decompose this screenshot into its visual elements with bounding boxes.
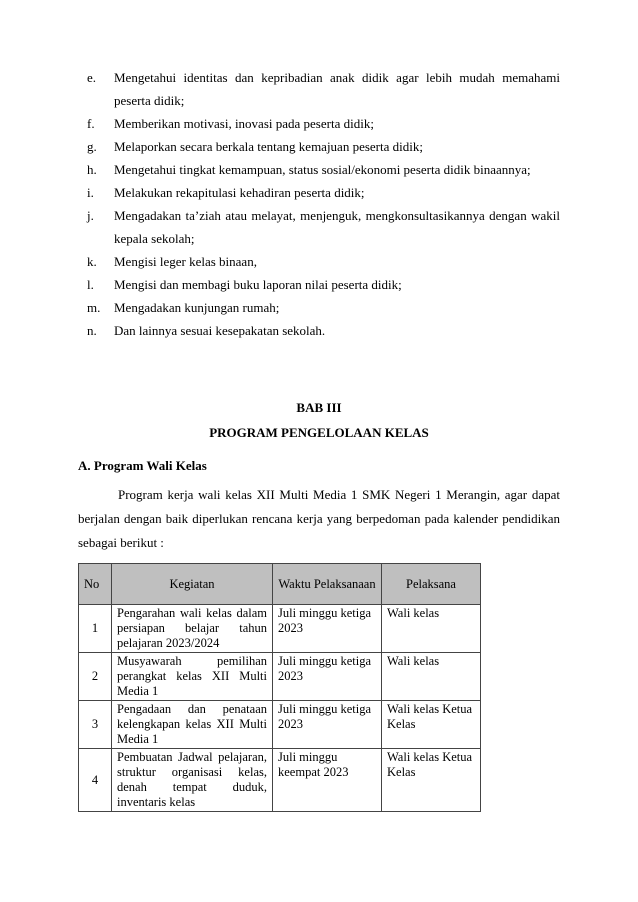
cell-no: 3 bbox=[79, 701, 112, 749]
list-item-text: Dan lainnya sesuai kesepakatan sekolah. bbox=[114, 323, 326, 338]
table-row bbox=[79, 653, 481, 701]
list-item: g. Melaporkan secara berkala tentang kemajuan peserta didik; bbox=[87, 139, 423, 154]
chapter-title: PROGRAM PENGELOLAAN KELAS bbox=[209, 425, 429, 440]
list-item: e. Mengetahui identitas dan kepribadian anak didik agar lebih mudah memahami peserta didik; bbox=[87, 70, 560, 108]
list-item: k. Mengisi leger kelas binaan, bbox=[87, 254, 257, 269]
cell-kegiatan: Pembuatan Jadwal pelajaran, struktur organisasi kelas, denah tempat duduk, inventaris kelas bbox=[112, 749, 273, 812]
list-item: i. Melakukan rekapitulasi kehadiran peserta didik; bbox=[87, 185, 365, 200]
table-row bbox=[79, 701, 481, 749]
list-item-text: Mengetahui tingkat kemampuan, status sosial/ekonomi peserta didik binaannya; bbox=[114, 162, 531, 177]
chapter-number: BAB III bbox=[296, 400, 342, 415]
cell-no: 4 bbox=[79, 749, 112, 812]
list-item: l. Mengisi dan membagi buku laporan nilai peserta didik; bbox=[87, 277, 402, 292]
list-item: n. Dan lainnya sesuai kesepakatan sekolah. bbox=[87, 323, 326, 338]
list-item: f. Memberikan motivasi, inovasi pada peserta didik; bbox=[87, 116, 374, 131]
cell-pelaksana: Wali kelas bbox=[382, 605, 481, 653]
cell-pelaksana: Wali kelas Ketua Kelas bbox=[382, 749, 481, 812]
table-header-row bbox=[79, 564, 481, 605]
header-kegiatan: Kegiatan bbox=[112, 564, 273, 605]
cell-no: 2 bbox=[79, 653, 112, 701]
list-item-text: Melaporkan secara berkala tentang kemajuan peserta didik; bbox=[114, 139, 423, 154]
cell-kegiatan: Pengadaan dan penataan kelengkapan kelas XII Multi Media 1 bbox=[112, 701, 273, 749]
cell-pelaksana: Wali kelas Ketua Kelas bbox=[382, 701, 481, 749]
table-row bbox=[79, 605, 481, 653]
list-item-text: Mengetahui identitas dan kepribadian anak didik agar lebih mudah memahami peserta didik; bbox=[114, 70, 560, 108]
header-no: No bbox=[79, 564, 112, 605]
cell-waktu: Juli minggu ketiga 2023 bbox=[273, 605, 382, 653]
cell-waktu: Juli minggu keempat 2023 bbox=[273, 749, 382, 812]
cell-waktu: Juli minggu ketiga 2023 bbox=[273, 653, 382, 701]
cell-kegiatan: Pengarahan wali kelas dalam persiapan belajar tahun pelajaran 2023/2024 bbox=[112, 605, 273, 653]
list-item-text: Memberikan motivasi, inovasi pada peserta didik; bbox=[114, 116, 374, 131]
cell-no: 1 bbox=[79, 605, 112, 653]
cell-kegiatan: Musyawarah pemilihan perangkat kelas XII Multi Media 1 bbox=[112, 653, 273, 701]
list-item-text: Mengisi dan membagi buku laporan nilai peserta didik; bbox=[114, 277, 402, 292]
list-item-text: Mengisi leger kelas binaan, bbox=[114, 254, 257, 269]
list-item: j. Mengadakan ta’ziah atau melayat, menjenguk, mengkonsultasikannya dengan wakil kepala sekolah; bbox=[87, 208, 560, 246]
cell-waktu: Juli minggu ketiga 2023 bbox=[273, 701, 382, 749]
list-item: m. Mengadakan kunjungan rumah; bbox=[87, 300, 280, 315]
header-waktu: Waktu Pelaksanaan bbox=[273, 564, 382, 605]
header-pelaksana: Pelaksana bbox=[382, 564, 481, 605]
list-item-text: Mengadakan kunjungan rumah; bbox=[114, 300, 280, 315]
list-item-text: Mengadakan ta’ziah atau melayat, menjenguk, mengkonsultasikannya dengan wakil kepala sekolah; bbox=[114, 208, 560, 246]
list-item-text: Melakukan rekapitulasi kehadiran peserta didik; bbox=[114, 185, 365, 200]
body-paragraph: Program kerja wali kelas XII Multi Media 1 SMK Negeri 1 Merangin, agar dapat berjalan dengan baik diperlukan rencana kerja yang berpedoman pada kalender pendidikan sebagai berikut : bbox=[78, 487, 560, 550]
cell-pelaksana: Wali kelas bbox=[382, 653, 481, 701]
program-table bbox=[78, 563, 481, 812]
section-heading: A. Program Wali Kelas bbox=[78, 458, 207, 473]
table-row bbox=[79, 749, 481, 812]
duty-list bbox=[88, 66, 560, 342]
list-item: h. Mengetahui tingkat kemampuan, status sosial/ekonomi peserta didik binaannya; bbox=[87, 162, 531, 177]
